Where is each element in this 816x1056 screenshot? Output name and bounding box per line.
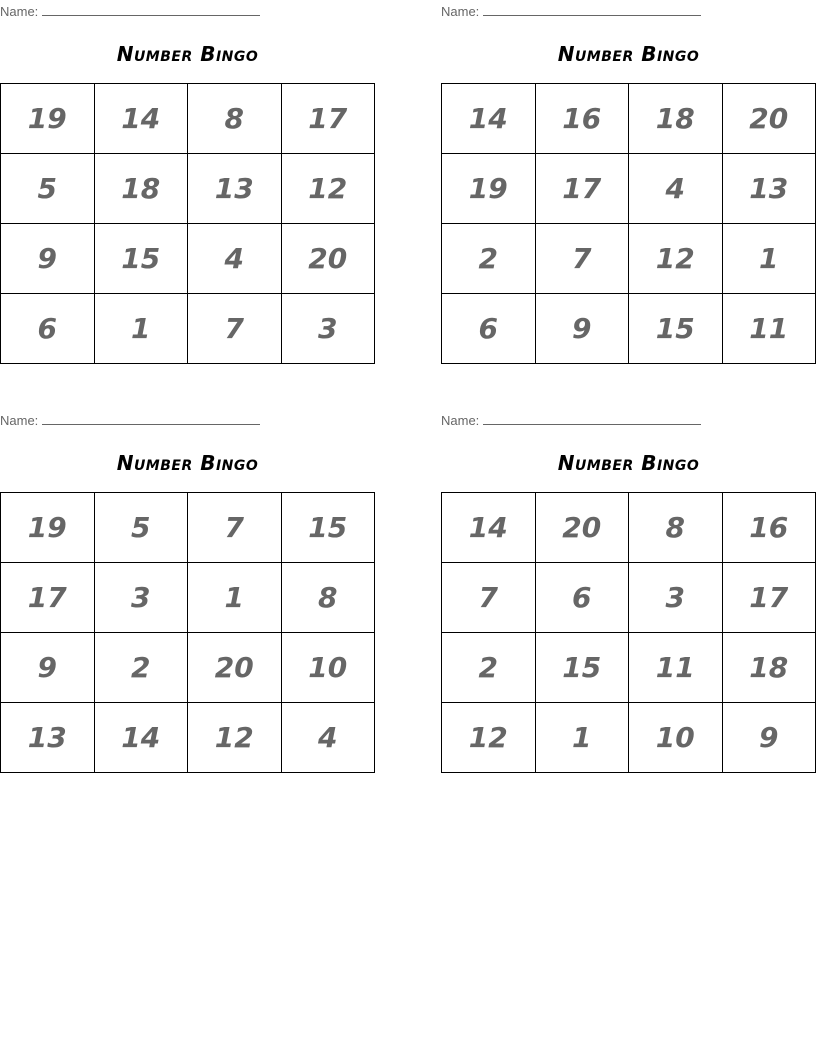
bingo-cell[interactable]: 11 bbox=[629, 633, 723, 703]
bingo-cell[interactable]: 1 bbox=[722, 224, 816, 294]
grid-row bbox=[1, 294, 375, 364]
grid-row bbox=[1, 633, 375, 703]
bingo-cell[interactable]: 14 bbox=[442, 493, 536, 563]
bingo-cell[interactable]: 5 bbox=[94, 493, 188, 563]
bingo-cell[interactable]: 8 bbox=[188, 84, 282, 154]
grid-row bbox=[1, 154, 375, 224]
name-field[interactable] bbox=[441, 412, 701, 428]
name-label: Name: bbox=[441, 413, 480, 428]
bingo-cell[interactable]: 19 bbox=[442, 154, 536, 224]
card-title: Number Bingo bbox=[557, 42, 700, 66]
name-field[interactable] bbox=[441, 3, 701, 19]
bingo-cell[interactable]: 15 bbox=[94, 224, 188, 294]
bingo-grid bbox=[441, 492, 816, 773]
name-label: Name: bbox=[441, 4, 480, 19]
bingo-cell[interactable]: 3 bbox=[94, 563, 188, 633]
grid-row bbox=[1, 84, 375, 154]
bingo-cell[interactable]: 7 bbox=[535, 224, 629, 294]
bingo-cell[interactable]: 3 bbox=[629, 563, 723, 633]
bingo-cell[interactable]: 20 bbox=[281, 224, 375, 294]
bingo-cell[interactable]: 17 bbox=[535, 154, 629, 224]
bingo-cell[interactable]: 20 bbox=[535, 493, 629, 563]
bingo-cell[interactable]: 8 bbox=[629, 493, 723, 563]
bingo-cell[interactable]: 18 bbox=[94, 154, 188, 224]
bingo-cell[interactable]: 7 bbox=[442, 563, 536, 633]
grid-row bbox=[442, 154, 816, 224]
bingo-cell[interactable]: 12 bbox=[629, 224, 723, 294]
bingo-cell[interactable]: 4 bbox=[629, 154, 723, 224]
bingo-cell[interactable]: 9 bbox=[1, 224, 95, 294]
bingo-grid bbox=[441, 83, 816, 364]
grid-row bbox=[1, 224, 375, 294]
bingo-cell[interactable]: 14 bbox=[442, 84, 536, 154]
grid-row bbox=[442, 563, 816, 633]
bingo-cell[interactable]: 6 bbox=[535, 563, 629, 633]
bingo-cell[interactable]: 10 bbox=[629, 703, 723, 773]
bingo-cell[interactable]: 16 bbox=[722, 493, 816, 563]
bingo-cell[interactable]: 18 bbox=[722, 633, 816, 703]
bingo-cell[interactable]: 3 bbox=[281, 294, 375, 364]
bingo-cell[interactable]: 4 bbox=[281, 703, 375, 773]
bingo-cell[interactable]: 13 bbox=[188, 154, 282, 224]
card-title: Number Bingo bbox=[116, 42, 259, 66]
bingo-cell[interactable]: 17 bbox=[281, 84, 375, 154]
bingo-cell[interactable]: 15 bbox=[629, 294, 723, 364]
bingo-cell[interactable]: 19 bbox=[1, 493, 95, 563]
bingo-cell[interactable]: 2 bbox=[442, 224, 536, 294]
bingo-cell[interactable]: 13 bbox=[1, 703, 95, 773]
grid-row bbox=[442, 703, 816, 773]
bingo-cell[interactable]: 15 bbox=[281, 493, 375, 563]
bingo-cell[interactable]: 1 bbox=[188, 563, 282, 633]
bingo-cell[interactable]: 17 bbox=[1, 563, 95, 633]
bingo-cell[interactable]: 18 bbox=[629, 84, 723, 154]
bingo-cell[interactable]: 4 bbox=[188, 224, 282, 294]
bingo-cell[interactable]: 15 bbox=[535, 633, 629, 703]
bingo-cell[interactable]: 16 bbox=[535, 84, 629, 154]
bingo-cell[interactable]: 14 bbox=[94, 703, 188, 773]
bingo-cell[interactable]: 10 bbox=[281, 633, 375, 703]
bingo-cell[interactable]: 17 bbox=[722, 563, 816, 633]
bingo-cell[interactable]: 7 bbox=[188, 294, 282, 364]
name-label: Name: bbox=[0, 413, 39, 428]
grid-row bbox=[442, 493, 816, 563]
bingo-cell[interactable]: 9 bbox=[722, 703, 816, 773]
bingo-cell[interactable]: 9 bbox=[535, 294, 629, 364]
name-label: Name: bbox=[0, 4, 39, 19]
name-line[interactable] bbox=[483, 3, 701, 16]
bingo-cell[interactable]: 1 bbox=[535, 703, 629, 773]
bingo-cell[interactable]: 14 bbox=[94, 84, 188, 154]
bingo-cell[interactable]: 13 bbox=[722, 154, 816, 224]
name-field[interactable] bbox=[0, 3, 260, 19]
card-title: Number Bingo bbox=[557, 451, 700, 475]
name-line[interactable] bbox=[42, 412, 260, 425]
grid-row bbox=[1, 493, 375, 563]
bingo-cell[interactable]: 20 bbox=[188, 633, 282, 703]
bingo-cell[interactable]: 12 bbox=[442, 703, 536, 773]
grid-row bbox=[1, 563, 375, 633]
name-line[interactable] bbox=[42, 3, 260, 16]
bingo-cell[interactable]: 1 bbox=[94, 294, 188, 364]
grid-row bbox=[442, 633, 816, 703]
grid-row bbox=[442, 224, 816, 294]
bingo-cell[interactable]: 12 bbox=[281, 154, 375, 224]
bingo-cell[interactable]: 2 bbox=[442, 633, 536, 703]
grid-row bbox=[442, 84, 816, 154]
grid-row bbox=[442, 294, 816, 364]
bingo-cell[interactable]: 6 bbox=[442, 294, 536, 364]
name-field[interactable] bbox=[0, 412, 260, 428]
bingo-cell[interactable]: 12 bbox=[188, 703, 282, 773]
card-title: Number Bingo bbox=[116, 451, 259, 475]
bingo-grid bbox=[0, 492, 375, 773]
bingo-cell[interactable]: 9 bbox=[1, 633, 95, 703]
grid-row bbox=[1, 703, 375, 773]
bingo-cell[interactable]: 19 bbox=[1, 84, 95, 154]
bingo-cell[interactable]: 5 bbox=[1, 154, 95, 224]
bingo-grid bbox=[0, 83, 375, 364]
bingo-cell[interactable]: 8 bbox=[281, 563, 375, 633]
bingo-cell[interactable]: 7 bbox=[188, 493, 282, 563]
bingo-cell[interactable]: 6 bbox=[1, 294, 95, 364]
bingo-cell[interactable]: 11 bbox=[722, 294, 816, 364]
bingo-cell[interactable]: 20 bbox=[722, 84, 816, 154]
name-line[interactable] bbox=[483, 412, 701, 425]
bingo-cell[interactable]: 2 bbox=[94, 633, 188, 703]
